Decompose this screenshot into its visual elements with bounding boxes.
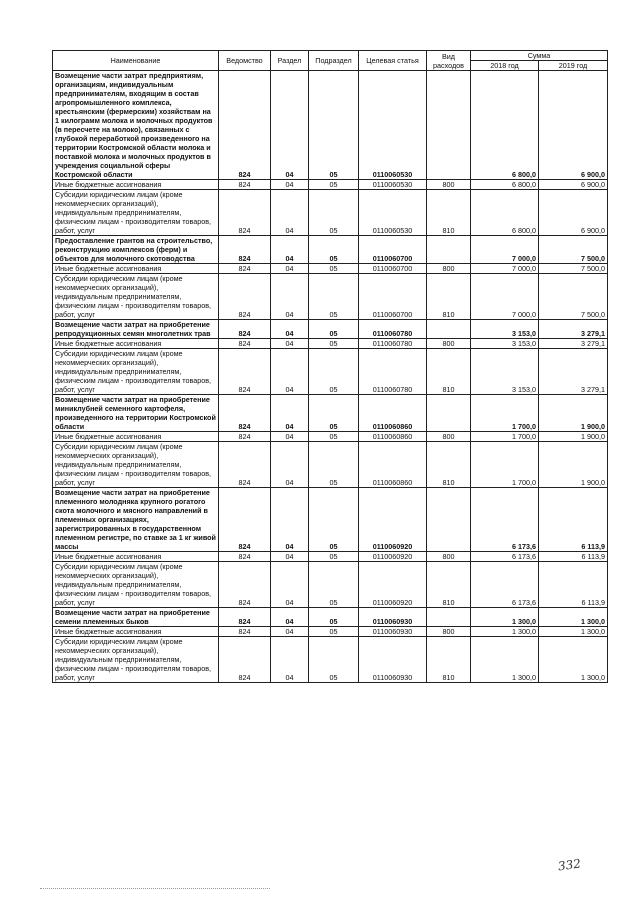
cell-2018: 1 700,0 — [471, 432, 539, 442]
cell-kind: 800 — [427, 552, 471, 562]
cell-2018: 1 700,0 — [471, 395, 539, 432]
cell-2018: 7 000,0 — [471, 274, 539, 320]
cell-target: 0110060700 — [359, 236, 427, 264]
table-row — [53, 395, 608, 432]
cell-dept: 824 — [219, 349, 271, 395]
cell-name: Субсидии юридическим лицам (кроме некоммерческих организаций), индивидуальным предпринимателям, физическим лицам - производителям товаров, работ, услуг — [53, 349, 219, 395]
cell-subsection: 05 — [309, 190, 359, 236]
cell-2018: 6 173,6 — [471, 562, 539, 608]
cell-target: 0110060860 — [359, 442, 427, 488]
cell-target: 0110060700 — [359, 264, 427, 274]
cell-section: 04 — [271, 264, 309, 274]
header-target: Целевая статья — [359, 51, 427, 71]
cell-section: 04 — [271, 562, 309, 608]
cell-dept: 824 — [219, 236, 271, 264]
cell-2018: 1 300,0 — [471, 608, 539, 627]
cell-kind: 810 — [427, 637, 471, 683]
cell-subsection: 05 — [309, 349, 359, 395]
cell-subsection: 05 — [309, 264, 359, 274]
cell-2019: 6 113,9 — [539, 562, 608, 608]
cell-subsection: 05 — [309, 274, 359, 320]
cell-target: 0110060930 — [359, 637, 427, 683]
cell-kind — [427, 71, 471, 180]
cell-2018: 7 000,0 — [471, 264, 539, 274]
header-section: Раздел — [271, 51, 309, 71]
cell-dept: 824 — [219, 395, 271, 432]
cell-kind: 800 — [427, 627, 471, 637]
cell-target: 0110060700 — [359, 274, 427, 320]
cell-section: 04 — [271, 349, 309, 395]
cell-section: 04 — [271, 320, 309, 339]
cell-kind: 800 — [427, 264, 471, 274]
cell-2018: 6 173,6 — [471, 552, 539, 562]
cell-subsection: 05 — [309, 562, 359, 608]
cell-name: Субсидии юридическим лицам (кроме некоммерческих организаций), индивидуальным предпринимателям, физическим лицам - производителям товаров, работ, услуг — [53, 637, 219, 683]
cell-name: Иные бюджетные ассигнования — [53, 432, 219, 442]
cell-dept: 824 — [219, 264, 271, 274]
cell-target: 0110060860 — [359, 432, 427, 442]
cell-2018: 1 300,0 — [471, 627, 539, 637]
cell-dept: 824 — [219, 562, 271, 608]
budget-table — [52, 50, 608, 683]
cell-target: 0110060930 — [359, 627, 427, 637]
cell-target: 0110060780 — [359, 320, 427, 339]
cell-name: Иные бюджетные ассигнования — [53, 264, 219, 274]
cell-name: Иные бюджетные ассигнования — [53, 627, 219, 637]
cell-target: 0110060920 — [359, 562, 427, 608]
cell-section: 04 — [271, 236, 309, 264]
cell-2019: 1 300,0 — [539, 637, 608, 683]
cell-dept: 824 — [219, 320, 271, 339]
cell-target: 0110060860 — [359, 395, 427, 432]
document-page — [52, 50, 607, 683]
cell-section: 04 — [271, 180, 309, 190]
cell-dept: 824 — [219, 627, 271, 637]
cell-dept: 824 — [219, 488, 271, 552]
cell-2019: 7 500,0 — [539, 264, 608, 274]
cell-dept: 824 — [219, 432, 271, 442]
cell-dept: 824 — [219, 339, 271, 349]
cell-section: 04 — [271, 395, 309, 432]
cell-subsection: 05 — [309, 637, 359, 683]
cell-subsection: 05 — [309, 552, 359, 562]
footer-divider — [40, 888, 270, 889]
cell-subsection: 05 — [309, 442, 359, 488]
cell-target: 0110060780 — [359, 349, 427, 395]
cell-kind — [427, 320, 471, 339]
cell-2018: 7 000,0 — [471, 236, 539, 264]
cell-2018: 6 173,6 — [471, 488, 539, 552]
cell-2018: 1 700,0 — [471, 442, 539, 488]
cell-subsection: 05 — [309, 395, 359, 432]
cell-kind: 800 — [427, 339, 471, 349]
cell-2018: 3 153,0 — [471, 349, 539, 395]
header-name: Наименование — [53, 51, 219, 71]
cell-target: 0110060920 — [359, 488, 427, 552]
cell-kind: 810 — [427, 274, 471, 320]
table-row — [53, 442, 608, 488]
table-row — [53, 432, 608, 442]
cell-section: 04 — [271, 274, 309, 320]
cell-2019: 6 900,0 — [539, 180, 608, 190]
cell-2019: 1 300,0 — [539, 627, 608, 637]
cell-kind — [427, 608, 471, 627]
table-row — [53, 236, 608, 264]
cell-name: Возмещение части затрат на приобретение репродукционных семян многолетних трав — [53, 320, 219, 339]
cell-name: Возмещение части затрат предприятиям, организациям, индивидуальным предпринимателям, входящим в состав агропромышленного комплекса, крестьянским (фермерским) хозяйствам на 1 килограмм молока и молочных продуктов (в пересчете на молоко), связанных с глубокой переработкой произведенного на территории Костромской области молока и поставкой молока и молочных продуктов в учреждения социальной сферы Костромской области — [53, 71, 219, 180]
cell-dept: 824 — [219, 190, 271, 236]
cell-kind: 800 — [427, 432, 471, 442]
cell-section: 04 — [271, 608, 309, 627]
cell-section: 04 — [271, 339, 309, 349]
cell-2018: 6 800,0 — [471, 71, 539, 180]
cell-section: 04 — [271, 627, 309, 637]
cell-2019: 3 279,1 — [539, 339, 608, 349]
cell-2018: 3 153,0 — [471, 320, 539, 339]
header-dept: Ведомство — [219, 51, 271, 71]
cell-2018: 6 800,0 — [471, 190, 539, 236]
cell-name: Возмещение части затрат на приобретение племенного молодняка крупного рогатого скота молочного и мясного направлений в племенных организациях, зарегистрированных в государственном племенном регистре, по ставке за 1 кг живой массы — [53, 488, 219, 552]
cell-kind: 810 — [427, 349, 471, 395]
cell-2019: 6 900,0 — [539, 190, 608, 236]
table-row — [53, 339, 608, 349]
cell-kind: 810 — [427, 442, 471, 488]
cell-subsection: 05 — [309, 320, 359, 339]
table-row — [53, 562, 608, 608]
table-row — [53, 637, 608, 683]
cell-dept: 824 — [219, 180, 271, 190]
cell-name: Субсидии юридическим лицам (кроме некоммерческих организаций), индивидуальным предпринимателям, физическим лицам - производителям товаров, работ, услуг — [53, 562, 219, 608]
cell-section: 04 — [271, 190, 309, 236]
cell-target: 0110060530 — [359, 180, 427, 190]
cell-section: 04 — [271, 637, 309, 683]
cell-name: Возмещение части затрат на приобретение миниклубней семенного картофеля, произведенного на территории Костромской области — [53, 395, 219, 432]
cell-name: Иные бюджетные ассигнования — [53, 552, 219, 562]
cell-2018: 1 300,0 — [471, 637, 539, 683]
header-kind: Вид расходов — [427, 51, 471, 71]
cell-kind — [427, 488, 471, 552]
cell-name: Иные бюджетные ассигнования — [53, 339, 219, 349]
table-row — [53, 180, 608, 190]
cell-subsection: 05 — [309, 608, 359, 627]
table-row — [53, 320, 608, 339]
cell-subsection: 05 — [309, 236, 359, 264]
cell-section: 04 — [271, 442, 309, 488]
cell-subsection: 05 — [309, 627, 359, 637]
cell-2019: 1 900,0 — [539, 432, 608, 442]
cell-name: Иные бюджетные ассигнования — [53, 180, 219, 190]
cell-name: Предоставление грантов на строительство, реконструкцию комплексов (ферм) и объектов для молочного скотоводства — [53, 236, 219, 264]
cell-dept: 824 — [219, 552, 271, 562]
cell-section: 04 — [271, 488, 309, 552]
cell-2018: 3 153,0 — [471, 339, 539, 349]
cell-name: Субсидии юридическим лицам (кроме некоммерческих организаций), индивидуальным предпринимателям, физическим лицам - производителям товаров, работ, услуг — [53, 274, 219, 320]
cell-2019: 7 500,0 — [539, 236, 608, 264]
table-row — [53, 608, 608, 627]
cell-dept: 824 — [219, 274, 271, 320]
cell-name: Возмещение части затрат на приобретение семени племенных быков — [53, 608, 219, 627]
table-row — [53, 488, 608, 552]
table-row — [53, 264, 608, 274]
cell-dept: 824 — [219, 442, 271, 488]
page-number: 332 — [557, 856, 582, 874]
cell-2019: 6 113,9 — [539, 488, 608, 552]
cell-section: 04 — [271, 71, 309, 180]
cell-section: 04 — [271, 432, 309, 442]
cell-target: 0110060530 — [359, 71, 427, 180]
cell-2019: 1 900,0 — [539, 395, 608, 432]
cell-kind — [427, 395, 471, 432]
cell-subsection: 05 — [309, 432, 359, 442]
header-subsection: Подраздел — [309, 51, 359, 71]
cell-2018: 6 800,0 — [471, 180, 539, 190]
cell-2019: 1 300,0 — [539, 608, 608, 627]
cell-subsection: 05 — [309, 488, 359, 552]
cell-name: Субсидии юридическим лицам (кроме некоммерческих организаций), индивидуальным предпринимателям, физическим лицам - производителям товаров, работ, услуг — [53, 442, 219, 488]
cell-target: 0110060530 — [359, 190, 427, 236]
table-row — [53, 190, 608, 236]
table-body — [53, 71, 608, 683]
cell-dept: 824 — [219, 71, 271, 180]
header-row — [53, 51, 608, 61]
cell-kind: 800 — [427, 180, 471, 190]
cell-kind: 810 — [427, 190, 471, 236]
cell-2019: 6 113,9 — [539, 552, 608, 562]
header-2018: 2018 год — [471, 61, 539, 71]
cell-2019: 3 279,1 — [539, 349, 608, 395]
cell-subsection: 05 — [309, 339, 359, 349]
header-sum: Сумма — [471, 51, 608, 61]
cell-subsection: 05 — [309, 71, 359, 180]
cell-2019: 1 900,0 — [539, 442, 608, 488]
cell-kind — [427, 236, 471, 264]
table-row — [53, 627, 608, 637]
table-row — [53, 274, 608, 320]
cell-2019: 3 279,1 — [539, 320, 608, 339]
cell-name: Субсидии юридическим лицам (кроме некоммерческих организаций), индивидуальным предпринимателям, физическим лицам - производителям товаров, работ, услуг — [53, 190, 219, 236]
cell-target: 0110060930 — [359, 608, 427, 627]
cell-target: 0110060920 — [359, 552, 427, 562]
table-row — [53, 71, 608, 180]
cell-kind: 810 — [427, 562, 471, 608]
table-row — [53, 349, 608, 395]
cell-dept: 824 — [219, 637, 271, 683]
cell-2019: 6 900,0 — [539, 71, 608, 180]
cell-subsection: 05 — [309, 180, 359, 190]
cell-section: 04 — [271, 552, 309, 562]
cell-dept: 824 — [219, 608, 271, 627]
table-row — [53, 552, 608, 562]
header-2019: 2019 год — [539, 61, 608, 71]
cell-2019: 7 500,0 — [539, 274, 608, 320]
cell-target: 0110060780 — [359, 339, 427, 349]
